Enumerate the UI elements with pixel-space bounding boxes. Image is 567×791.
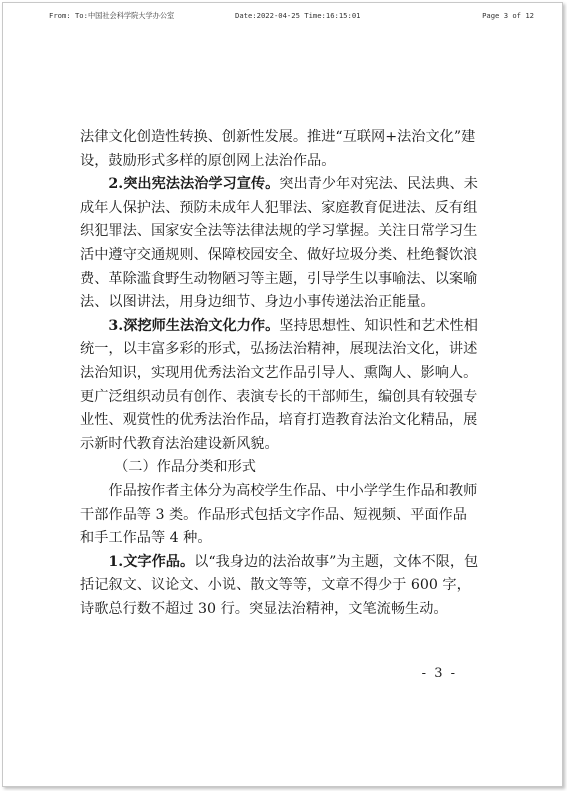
paragraph-2-body: 突出青少年对宪法、民法典、未成年人保护法、预防未成年人犯罪法、家庭教育促进法、反有组织犯罪法、国家安全法等法律法规的学习掌握。关注日常学习生活中遵守交通规则、保障校园安全、做好垃圾分类、杜绝餐饮浪费、革除滥食野生动物陋习等主题，引导学生以事喻法、以案喻法、以图讲法，用身边细节、身边小事传递法治正能量。 [80, 176, 478, 311]
document-body [80, 126, 480, 621]
paragraph-3 [80, 315, 480, 457]
section-heading-2: （二）作品分类和形式 [114, 459, 256, 476]
fax-from: From: To:中国社会科学院大学办公室 [49, 11, 175, 20]
paragraph-1: 法律文化创造性转换、创新性发展。推进“互联网+法治文化”建设，鼓励形式多样的原创网上法治作品。 [80, 129, 476, 169]
fax-header [49, 11, 534, 25]
page-number: - 3 - [421, 666, 457, 681]
paragraph-5 [80, 551, 480, 622]
paragraph-2-heading: 2.突出宪法法治学习宣传。 [108, 176, 280, 193]
paragraph-3-body: 坚持思想性、知识性和艺术性相统一，以丰富多彩的形式，弘扬法治精神，展现法治文化，讲述法治知识，实现用优秀法治文艺作品引导人、熏陶人、影响人。更广泛组织动员有创作、表演专长的干部师生，编创具有较强专业性、观赏性的优秀法治作品，培育打造教育法治文化精品，展示新时代教育法治建设新风貌。 [80, 317, 478, 452]
paragraph-5-body: 以“我身边的法治故事”为主题，文体不限，包括记叙文、议论文、小说、散文等等，文章不得少于 600 字，诗歌总行数不超过 30 行。突显法治精神，文笔流畅生动。 [80, 553, 479, 617]
paragraph-5-heading: 1.文字作品。 [108, 553, 195, 570]
paragraph-3-heading: 3.深挖师生法治文化力作。 [108, 317, 280, 334]
paragraph-2 [80, 173, 480, 315]
fax-page-count: Page 3 of 12 [482, 11, 534, 20]
paragraph-4: 作品按作者主体分为高校学生作品、中小学学生作品和教师干部作品等 3 类。作品形式包括文字作品、短视频、平面作品和手工作品等 4 种。 [80, 482, 478, 547]
fax-datetime: Date:2022-04-25 Time:16:15:01 [235, 11, 361, 20]
